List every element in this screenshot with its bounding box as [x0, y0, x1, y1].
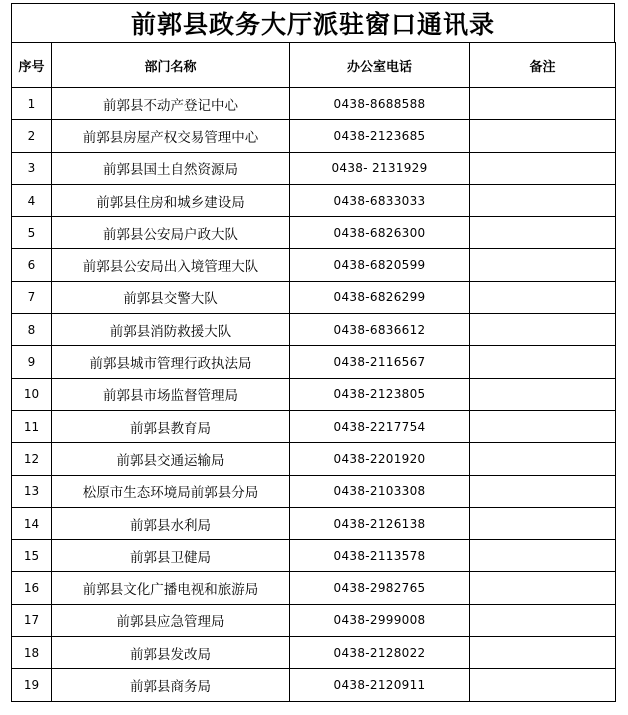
table-row [12, 507, 616, 539]
row-index-cell: 10 [12, 378, 52, 410]
row-phone-cell: 0438-2123805 [290, 378, 470, 410]
table-header-row [12, 43, 616, 88]
table-row [12, 604, 616, 636]
row-phone-cell: 0438-2128022 [290, 637, 470, 669]
table-row [12, 378, 616, 410]
directory-sheet [11, 3, 615, 702]
row-phone-cell: 0438-2201920 [290, 443, 470, 475]
row-phone-cell: 0438-2123685 [290, 120, 470, 152]
row-index-cell: 2 [12, 120, 52, 152]
row-index-cell: 14 [12, 507, 52, 539]
row-index-cell: 13 [12, 475, 52, 507]
table-row [12, 88, 616, 120]
row-phone-cell: 0438-6833033 [290, 184, 470, 216]
row-department-cell: 前郭县消防救援大队 [52, 314, 290, 346]
table-row [12, 637, 616, 669]
row-phone-cell: 0438-2113578 [290, 540, 470, 572]
row-index-cell: 6 [12, 249, 52, 281]
row-phone-cell: 0438- 2131929 [290, 152, 470, 184]
row-note-cell [470, 184, 616, 216]
row-note-cell [470, 378, 616, 410]
row-phone-cell: 0438-6820599 [290, 249, 470, 281]
row-note-cell [470, 249, 616, 281]
row-department-cell: 前郭县不动产登记中心 [52, 88, 290, 120]
table-row [12, 572, 616, 604]
row-phone-cell: 0438-2999008 [290, 604, 470, 636]
table-row [12, 120, 616, 152]
table-row [12, 249, 616, 281]
row-phone-cell: 0438-6836612 [290, 314, 470, 346]
row-note-cell [470, 604, 616, 636]
row-department-cell: 前郭县发改局 [52, 637, 290, 669]
row-index-cell: 8 [12, 314, 52, 346]
row-note-cell [470, 281, 616, 313]
table-row [12, 184, 616, 216]
row-phone-cell: 0438-2103308 [290, 475, 470, 507]
row-note-cell [470, 88, 616, 120]
row-department-cell: 前郭县市场监督管理局 [52, 378, 290, 410]
row-note-cell [470, 410, 616, 442]
row-department-cell: 前郭县国土自然资源局 [52, 152, 290, 184]
row-department-cell: 前郭县文化广播电视和旅游局 [52, 572, 290, 604]
row-index-cell: 5 [12, 217, 52, 249]
row-index-cell: 18 [12, 637, 52, 669]
row-note-cell [470, 443, 616, 475]
row-phone-cell: 0438-2120911 [290, 669, 470, 701]
row-index-cell: 4 [12, 184, 52, 216]
row-index-cell: 11 [12, 410, 52, 442]
row-note-cell [470, 507, 616, 539]
row-phone-cell: 0438-2126138 [290, 507, 470, 539]
row-department-cell: 前郭县住房和城乡建设局 [52, 184, 290, 216]
row-note-cell [470, 572, 616, 604]
table-row [12, 540, 616, 572]
row-note-cell [470, 217, 616, 249]
table-body [12, 88, 616, 702]
row-index-cell: 1 [12, 88, 52, 120]
table-row [12, 217, 616, 249]
table-row [12, 443, 616, 475]
row-index-cell: 19 [12, 669, 52, 701]
row-phone-cell: 0438-6826300 [290, 217, 470, 249]
header-phone: 办公室电话 [290, 43, 470, 88]
row-index-cell: 3 [12, 152, 52, 184]
row-department-cell: 前郭县应急管理局 [52, 604, 290, 636]
table-row [12, 314, 616, 346]
row-department-cell: 前郭县水利局 [52, 507, 290, 539]
row-note-cell [470, 120, 616, 152]
row-index-cell: 15 [12, 540, 52, 572]
row-phone-cell: 0438-6826299 [290, 281, 470, 313]
row-department-cell: 前郭县城市管理行政执法局 [52, 346, 290, 378]
row-note-cell [470, 152, 616, 184]
row-note-cell [470, 475, 616, 507]
row-department-cell: 前郭县交警大队 [52, 281, 290, 313]
row-note-cell [470, 540, 616, 572]
row-index-cell: 16 [12, 572, 52, 604]
table-row [12, 152, 616, 184]
row-index-cell: 12 [12, 443, 52, 475]
row-department-cell: 前郭县商务局 [52, 669, 290, 701]
row-note-cell [470, 314, 616, 346]
row-department-cell: 松原市生态环境局前郭县分局 [52, 475, 290, 507]
row-index-cell: 7 [12, 281, 52, 313]
row-department-cell: 前郭县房屋产权交易管理中心 [52, 120, 290, 152]
table-row [12, 475, 616, 507]
row-phone-cell: 0438-2982765 [290, 572, 470, 604]
row-index-cell: 17 [12, 604, 52, 636]
table-row [12, 281, 616, 313]
row-department-cell: 前郭县卫健局 [52, 540, 290, 572]
row-department-cell: 前郭县交通运输局 [52, 443, 290, 475]
row-department-cell: 前郭县公安局户政大队 [52, 217, 290, 249]
row-department-cell: 前郭县公安局出入境管理大队 [52, 249, 290, 281]
directory-table [11, 42, 616, 702]
row-index-cell: 9 [12, 346, 52, 378]
table-row [12, 669, 616, 701]
row-phone-cell: 0438-2217754 [290, 410, 470, 442]
table-row [12, 410, 616, 442]
row-department-cell: 前郭县教育局 [52, 410, 290, 442]
row-note-cell [470, 669, 616, 701]
page-title: 前郭县政务大厅派驻窗口通讯录 [11, 3, 615, 42]
row-phone-cell: 0438-8688588 [290, 88, 470, 120]
header-index: 序号 [12, 43, 52, 88]
header-note: 备注 [470, 43, 616, 88]
row-note-cell [470, 346, 616, 378]
header-department: 部门名称 [52, 43, 290, 88]
table-row [12, 346, 616, 378]
row-phone-cell: 0438-2116567 [290, 346, 470, 378]
row-note-cell [470, 637, 616, 669]
